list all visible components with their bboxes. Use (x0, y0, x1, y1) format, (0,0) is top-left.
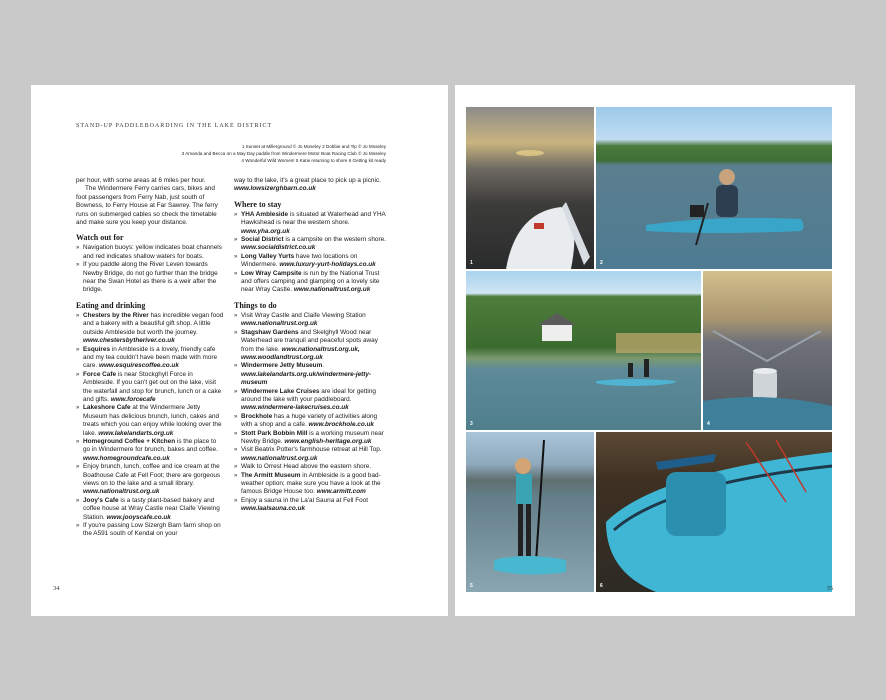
page-number-right: 35 (826, 585, 833, 592)
photo-two-paddlers (466, 271, 701, 430)
list-item: » Enjoy a sauna in the La'al Sauna at Fell Foot www.laalsauna.co.uk (234, 497, 387, 514)
list-item: » Walk to Orrest Head above the eastern shore. (234, 463, 387, 471)
right-page (455, 85, 855, 616)
photo-captions (146, 143, 386, 164)
photo-number: 3 (470, 421, 473, 427)
photo-wild-women-mug (703, 271, 832, 430)
paddler-standing-illustration (466, 432, 594, 592)
lake-boathouse-illustration (466, 271, 701, 430)
list-item: » Visit Wray Castle and Claife Viewing Station www.nationaltrust.org.uk (234, 312, 387, 329)
caption-line: 3 Amanda and Becca on a May Day paddle from Windermere Motor Boat Racing Club © Jo Moseley (181, 151, 386, 156)
list-item: » Jooy's Cafe is a tasty plant-based bakery and coffee house at Wray Castle near Claife Viewing Station. www.jooyscafe.co.uk (76, 497, 225, 522)
caption-line: 1 Sunset at Millerground © Jo Moseley 2 Dobbie and Tip © Jo Moseley (241, 144, 386, 149)
website-link[interactable]: www.armitt.com (316, 488, 366, 496)
list-item: » Social District is a campsite on the western shore. www.socialdistrict.co.uk (234, 236, 387, 253)
website-link[interactable]: www.nationaltrust.org.uk (83, 488, 160, 496)
left-page (31, 85, 448, 616)
photo-number: 4 (707, 421, 710, 427)
todo-heading: Things to do (234, 300, 277, 310)
website-link[interactable]: www.lowsizerghbarn.co.uk (234, 185, 316, 193)
website-link[interactable]: www.chestersbytheriver.co.uk (83, 337, 175, 345)
eating-heading: Eating and drinking (76, 300, 146, 310)
website-link[interactable]: www.yha.org.uk (241, 227, 290, 235)
list-item: » If you're passing Low Sizergh Barn farm shop on the A591 south of Kendal on your (76, 522, 225, 539)
photo-katie-returning (466, 432, 594, 592)
running-header: STAND-UP PADDLEBOARDING IN THE LAKE DISTRICT (76, 123, 273, 129)
website-link[interactable]: www.nationaltrust.org.uk (241, 320, 318, 328)
photo-sunset-paddleboard (466, 107, 594, 269)
website-link[interactable]: www.brockhole.co.uk (308, 421, 374, 429)
list-item: » Force Cafe is near Stockghyll Force in Ambleside. If you can't get out on the lake, visit the waterfall and stop for brunch, lunch or a cake and gifts. www.forcecafe (76, 371, 225, 405)
eating-list (76, 312, 225, 539)
list-item: » Low Wray Campsite is run by the National Trust and offers camping and glamping on a lovely site near Wray Castle. www.nationaltrust.org.uk (234, 270, 387, 295)
list-item: » The Armitt Museum in Ambleside is a good bad-weather option; make sure you have a look at the famous Bridge House too. www.armitt.com (234, 472, 387, 497)
watch-out-list (76, 244, 225, 294)
website-link[interactable]: www.windermere-lakecruises.co.uk (241, 404, 349, 412)
photo-number: 1 (470, 260, 473, 266)
list-item: » YHA Ambleside is situated at Waterhead and YHA Hawkshead is near the western shore. www.yha.org.uk (234, 211, 387, 236)
list-item: » Esquires in Ambleside is a lovely, friendly cafe and my tea couldn't have been made with more care. www.esquirescoffee.co.uk (76, 346, 225, 371)
list-item: » Visit Beatrix Potter's farmhouse retreat at Hill Top. www.nationaltrust.org.uk (234, 446, 387, 463)
todo-list (234, 312, 387, 514)
stay-heading: Where to stay (234, 199, 282, 209)
list-item: » Stott Park Bobbin Mill is a working museum near Newby Bridge. www.english-heritage.org.uk (234, 430, 387, 447)
list-item: » Brockhole has a huge variety of activities along with a shop and a cafe. www.brockhole.co.uk (234, 413, 387, 430)
website-link[interactable]: www.esquirescoffee.co.uk (98, 362, 179, 370)
continued-paragraph: way to the lake, it's a great place to pick up a picnic. www.lowsizerghbarn.co.uk (234, 177, 381, 193)
list-item: » Homeground Coffee + Kitchen is the place to go in Windermere for brunch, bakes and coffee. www.homegroundcafe.co.uk (76, 438, 225, 463)
stay-list (234, 211, 387, 295)
board-and-bag-illustration (596, 432, 832, 592)
website-link[interactable]: www.forcecafe (110, 395, 156, 403)
watch-out-heading: Watch out for (76, 233, 124, 243)
list-item: » If you paddle along the River Leven towards Newby Bridge, do not go further than the bridge near the Swan Hotel as there is a weir after the bridge. (76, 261, 225, 295)
photo-kit-ready (596, 432, 832, 592)
intro-paragraph: per hour, with some areas at 6 miles per hour. (76, 177, 206, 184)
ferry-paragraph: The Windermere Ferry carries cars, bikes and foot passengers from Ferry Nab, just south of Bowness, to Ferry House at Far Sawrey. The ferry runs on submerged cables so check the timetable and make sure you keep your distance. (76, 185, 218, 227)
website-link[interactable]: www.socialdistrict.co.uk (241, 244, 316, 252)
photo-number: 2 (600, 260, 603, 266)
photo-number: 5 (470, 583, 473, 589)
website-link[interactable]: www.english-heritage.org.uk (284, 437, 372, 445)
paddleboard-dogs-illustration (596, 107, 832, 269)
text-column-left (76, 177, 225, 539)
list-item: » Windermere Jetty Museum. www.lakelandarts.org.uk/windermere-jetty-museum (234, 362, 387, 387)
list-item: » Enjoy brunch, lunch, coffee and ice cream at the Boathouse Cafe at Fell Foot; there are gorgeous views on to the lake and a small library. www.nationaltrust.org.uk (76, 463, 225, 497)
list-item: » Chesters by the River has incredible vegan food and a bakery with a beautiful gift shop. A little outside Ambleside but worth the journey. www.chestersbytheriver.co.uk (76, 312, 225, 346)
caption-line: 4 Wonderful Wild Women! 5 Katie returning to shore 6 Getting kit ready (241, 158, 386, 163)
text-column-right (234, 177, 387, 514)
website-link[interactable]: www.nationaltrust.org.uk, www.woodlandtrust.org.uk (241, 345, 360, 361)
list-item: » Lakeshore Cafe at the Windermere Jetty Museum has delicious brunch, lunch, cakes and treats which you can enjoy while looking over the lake. www.lakelandarts.org.uk (76, 404, 225, 438)
list-item: » Windermere Lake Cruises are ideal for getting around the lake with your paddleboard. www.windermere-lakecruises.co.uk (234, 388, 387, 413)
website-link[interactable]: www.laalsauna.co.uk (241, 505, 306, 513)
list-item: » Stagshaw Gardens and Skelghyll Wood near Waterhead are tranquil and peaceful spots away from the lake. www.nationaltrust.org.uk, www.woodlandtrust.org.uk (234, 329, 387, 363)
list-item: » Navigation buoys: yellow indicates boat channels and red indicates shallow waters for boats. (76, 244, 225, 261)
page-number-left: 34 (53, 585, 60, 592)
website-link[interactable]: www.lakelandarts.org.uk (98, 429, 174, 437)
list-item: » Long Valley Yurts have two locations on Windermere. www.luxury-yurt-holidays.co.uk (234, 253, 387, 270)
website-link[interactable]: www.jooyscafe.co.uk (106, 513, 171, 521)
website-link[interactable]: www.lakelandarts.org.uk/windermere-jetty-museum (241, 370, 372, 387)
website-link[interactable]: www.nationaltrust.org.uk (293, 286, 371, 294)
photo-dogs-on-board (596, 107, 832, 269)
website-link[interactable]: www.luxury-yurt-holidays.co.uk (279, 261, 376, 269)
paddleboard-nose-illustration (466, 107, 594, 269)
hoodie-mug-illustration (703, 271, 832, 430)
photo-number: 6 (600, 583, 603, 589)
website-link[interactable]: www.homegroundcafe.co.uk (83, 454, 170, 462)
website-link[interactable]: www.nationaltrust.org.uk (241, 454, 318, 462)
